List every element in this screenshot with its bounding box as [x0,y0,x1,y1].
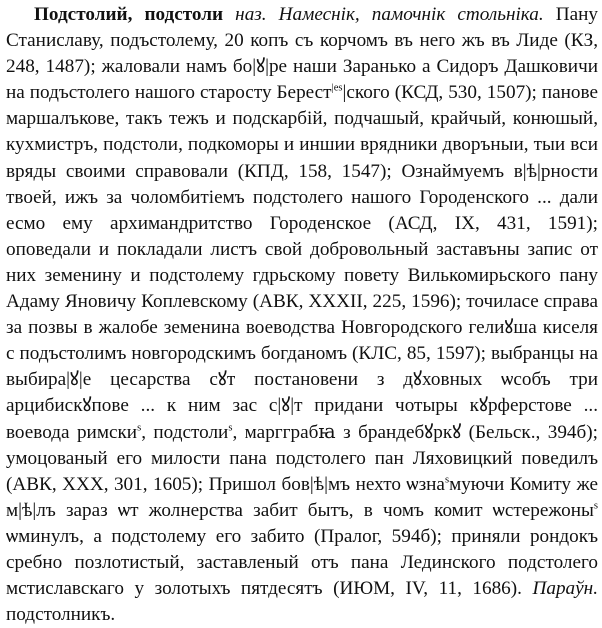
entry-body-text: |ѣ| [18,499,37,521]
entry-body-text: , маргграбꙗ з брандебꙋркꙋ (Бельск., 394б); умоцованый его милости пана подстолего пан Ляховицкий поведилъ (АВК, XXX, 301, 1605); Пришол бов [6,421,599,495]
entry-body-text: е цесарства сꙋт постановени з дꙋховных ѡсобъ три арцибискꙋпове ... к ним зас с [6,369,598,417]
entry-body-text: т придани чотыры кꙋрферстове ... воевода римски [6,395,598,443]
entry-body-text: ѡминулъ, а подстолему его забито (Пралог, 594б); приняли рондокъ сребно позлотистый, заставленый отъ пана Лединского подстолего мстиславскаго у золотыхъ пятдесятъ (ИЮМ, IV, 11, 1686). [6,525,598,600]
entry-headword: Подстолий, подстоли [34,4,224,25]
see-also-label: Параўн. [532,578,598,600]
superscript-letter: s [338,82,343,94]
entry-body-text: |ского (КСД, 530, 1507); панове маршалъкове, такъ тежъ и подскарбій, подчашый, крайчый, конюшый, кухмистръ, подстоли, подкоморы и иншии врядники дворъныи, тыи вси вряды своими справовали (КПД, 158, 1547); Ознаймуемъ в [6,82,598,182]
entry-gloss: наз. Намеснік, памочнік стольніка. [235,4,544,25]
entry-body-text: рности твоей, ижъ за чоломбитіемъ подстолего нашого Городенского ... дали есмо ему архимандритство Городенское (АСД, IX, 431, 1591); оповедали и покладали листъ свой добровольный заставъны запис от них земенину и подстолему гдрьскому повету Вилькомирьского пану Адаму Яновичу Коплевскому (АВК, XXXII, 225, 1596); точиласе справа за позвы в жалобе земенина воеводства Новгородского гелиꙋша киселя с подъстолимъ новгородскимъ богданомъ (КЛС, 85, 1597); выбранцы на выбира [6,160,598,391]
entry-body-text: |ꙋ| [252,56,269,78]
entry-body-text: |ѣ| [522,160,541,182]
entry-body-text: ре наши Заранько а Сидоръ Дашковичи на подъстолего нашого старосту Берест [6,56,598,104]
entry-body-text: |ꙋ| [277,395,295,417]
entry-body-text: муючи Комиту же м [6,473,599,521]
superscript-letter: |е [331,82,339,94]
dictionary-entry [6,2,598,628]
entry-body-text: |ѣ| [309,473,329,495]
entry-body-text: Пану Станиславу, подъстолему, 20 копъ съ корчомъ въ него жъ въ Лиде (КЗ, 248, 1487); жаловали намъ бо [6,4,599,78]
entry-body-text: , подстоли [141,421,229,443]
superscript-letter: s [444,474,450,486]
superscript-letter: s [228,422,233,434]
see-also-word: подстолникъ. [6,604,116,626]
superscript-letter: s [137,422,142,434]
superscript-letter: s [593,500,598,512]
entry-body-text: лъ зараз ѡт жолнерства забит бытъ, в чомъ комит ѡстережоны [36,499,594,521]
entry-body-text: мъ нехто ѡзна [328,473,445,495]
entry-body-text: |ꙋ| [66,369,83,391]
